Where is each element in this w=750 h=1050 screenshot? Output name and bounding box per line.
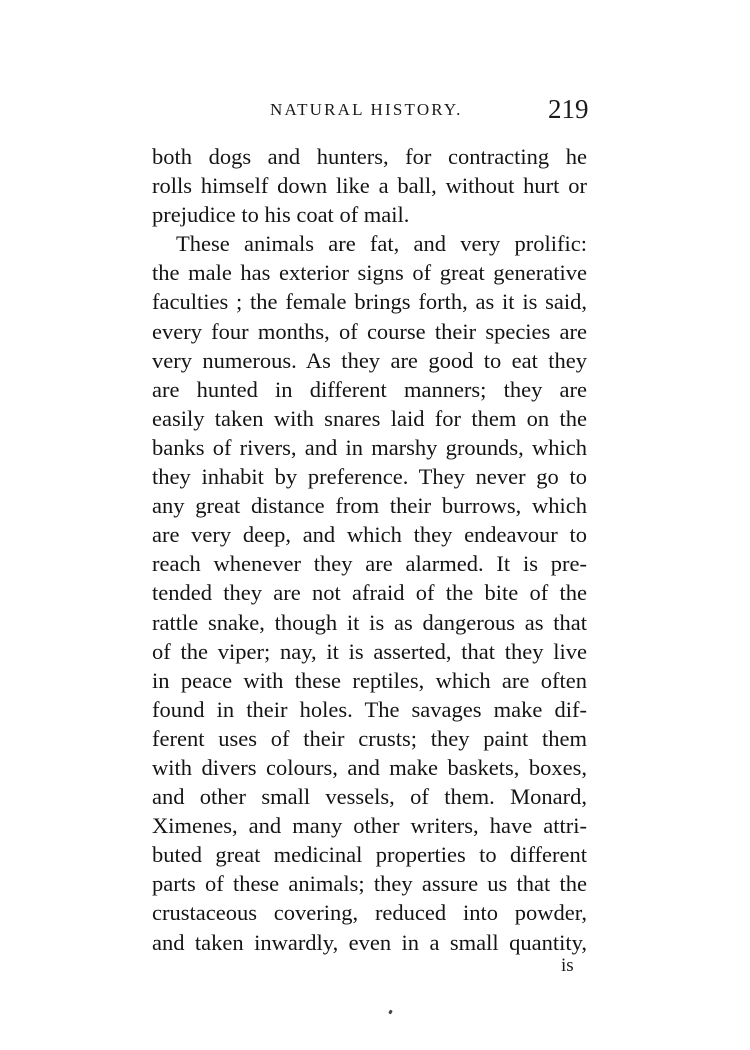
text-line: reach whenever they are alarmed. It is pre- [152,551,587,577]
text-line: buted great medicinal properties to different [152,842,587,868]
text-line: found in their holes. The savages make dif- [152,696,587,722]
text-line: and taken inwardly, even in a small quantity, [152,929,587,955]
text-line: These animals are fat, and very prolific: [176,231,587,257]
text-line: tended they are not afraid of the bite of the [152,580,587,606]
text-line: faculties ; the female brings forth, as it is said, [152,289,587,315]
ink-speck [388,1010,393,1015]
text-line: they inhabit by preference. They never go to [152,464,587,490]
text-line: every four months, of course their species are [152,318,587,344]
text-line: in peace with these reptiles, which are often [152,667,587,693]
text-line: any great distance from their burrows, which [152,493,587,519]
text-line: are very deep, and which they endeavour to [152,522,587,548]
text-line: ferent uses of their crusts; they paint them [152,725,587,751]
text-line: rolls himself down like a ball, without hurt or [152,173,587,199]
catchword: is [561,955,574,976]
text-line: parts of these animals; they assure us that the [152,871,587,897]
text-line: banks of rivers, and in marshy grounds, which [152,434,587,460]
text-line: with divers colours, and make baskets, boxes, [152,754,587,780]
text-line: rattle snake, though it is as dangerous as that [152,609,587,635]
text-line: easily taken with snares laid for them on the [152,405,587,431]
text-line: very numerous. As they are good to eat they [152,347,587,373]
text-line: both dogs and hunters, for contracting he [152,144,587,169]
running-title: NATURAL HISTORY. [270,100,463,119]
text-line: are hunted in different manners; they are [152,376,587,402]
text-line: Ximenes, and many other writers, have attri- [152,813,587,839]
text-line: crustaceous covering, reduced into powder, [152,900,587,926]
body-text [152,142,587,957]
text-line: and other small vessels, of them. Monard, [152,784,587,810]
text-line: prejudice to his coat of mail. [152,202,410,228]
page-number: 219 [548,94,589,124]
text-line: of the viper; nay, it is asserted, that they live [152,638,587,664]
text-line: the male has exterior signs of great generative [152,260,587,286]
